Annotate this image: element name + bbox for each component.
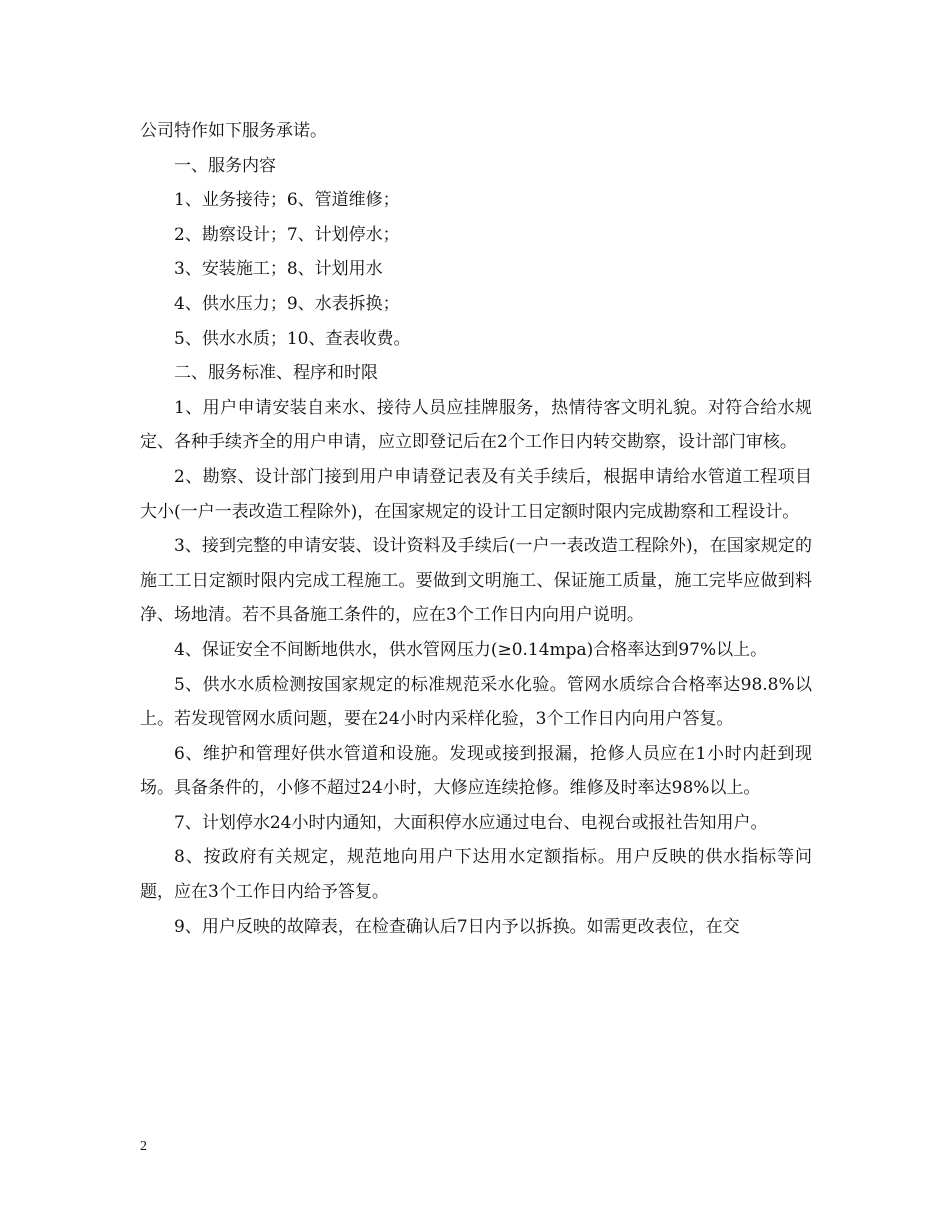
- paragraph-standard-2: 2、勘察、设计部门接到用户申请登记表及有关手续后，根据申请给水管道工程项目大小(一户一表改造工程除外)，在国家规定的设计工日定额时限内完成勘察和工程设计。: [140, 466, 812, 522]
- list-item: 2、勘察设计；7、计划停水；: [174, 224, 400, 245]
- page-number: 2: [140, 1139, 147, 1154]
- paragraph-standard-8: 8、按政府有关规定，规范地向用户下达用水定额指标。用户反映的供水指标等问题，应在3个工作日内给予答复。: [140, 847, 812, 903]
- paragraph-standard-5: 5、供水水质检测按国家规定的标准规范采水化验。管网水质综合合格率达98.8%以上。若发现管网水质问题，要在24小时内采样化验，3个工作日内向用户答复。: [140, 674, 812, 730]
- heading-service-content: 一、服务内容: [174, 155, 276, 176]
- paragraph-standard-1: 1、用户申请安装自来水、接待人员应挂牌服务，热情待客文明礼貌。对符合给水规定、各种手续齐全的用户申请，应立即登记后在2个工作日内转交勘察，设计部门审核。: [140, 397, 812, 453]
- list-item: 4、供水压力；9、水表拆换；: [174, 293, 400, 314]
- list-item: 3、安装施工；8、计划用水: [174, 259, 383, 280]
- paragraph-standard-7: 7、计划停水24小时内通知，大面积停水应通过电台、电视台或报社告知用户。: [174, 812, 768, 833]
- document-body: [140, 114, 812, 944]
- paragraph-standard-6: 6、维护和管理好供水管道和设施。发现或接到报漏，抢修人员应在1小时内赶到现场。具备条件的，小修不超过24小时，大修应连续抢修。维修及时率达98%以上。: [140, 743, 812, 799]
- paragraph-standard-4: 4、保证安全不间断地供水，供水管网压力(≥0.14mpa)合格率达到97%以上。: [174, 639, 768, 660]
- paragraph-standard-3: 3、接到完整的申请安装、设计资料及手续后(一户一表改造工程除外)，在国家规定的施工工日定额时限内完成工程施工。要做到文明施工、保证施工质量，施工完毕应做到料净、场地清。若不具备施工条件的，应在3个工作日内向用户说明。: [140, 536, 812, 626]
- heading-service-standards: 二、服务标准、程序和时限: [174, 363, 378, 384]
- paragraph-intro: 公司特作如下服务承诺。: [140, 121, 327, 141]
- list-item: 5、供水水质；10、查表收费。: [174, 328, 411, 349]
- list-item: 1、业务接待；6、管道维修；: [174, 190, 400, 211]
- paragraph-standard-9: 9、用户反映的故障表，在检查确认后7日内予以拆换。如需更改表位，在交: [174, 916, 740, 937]
